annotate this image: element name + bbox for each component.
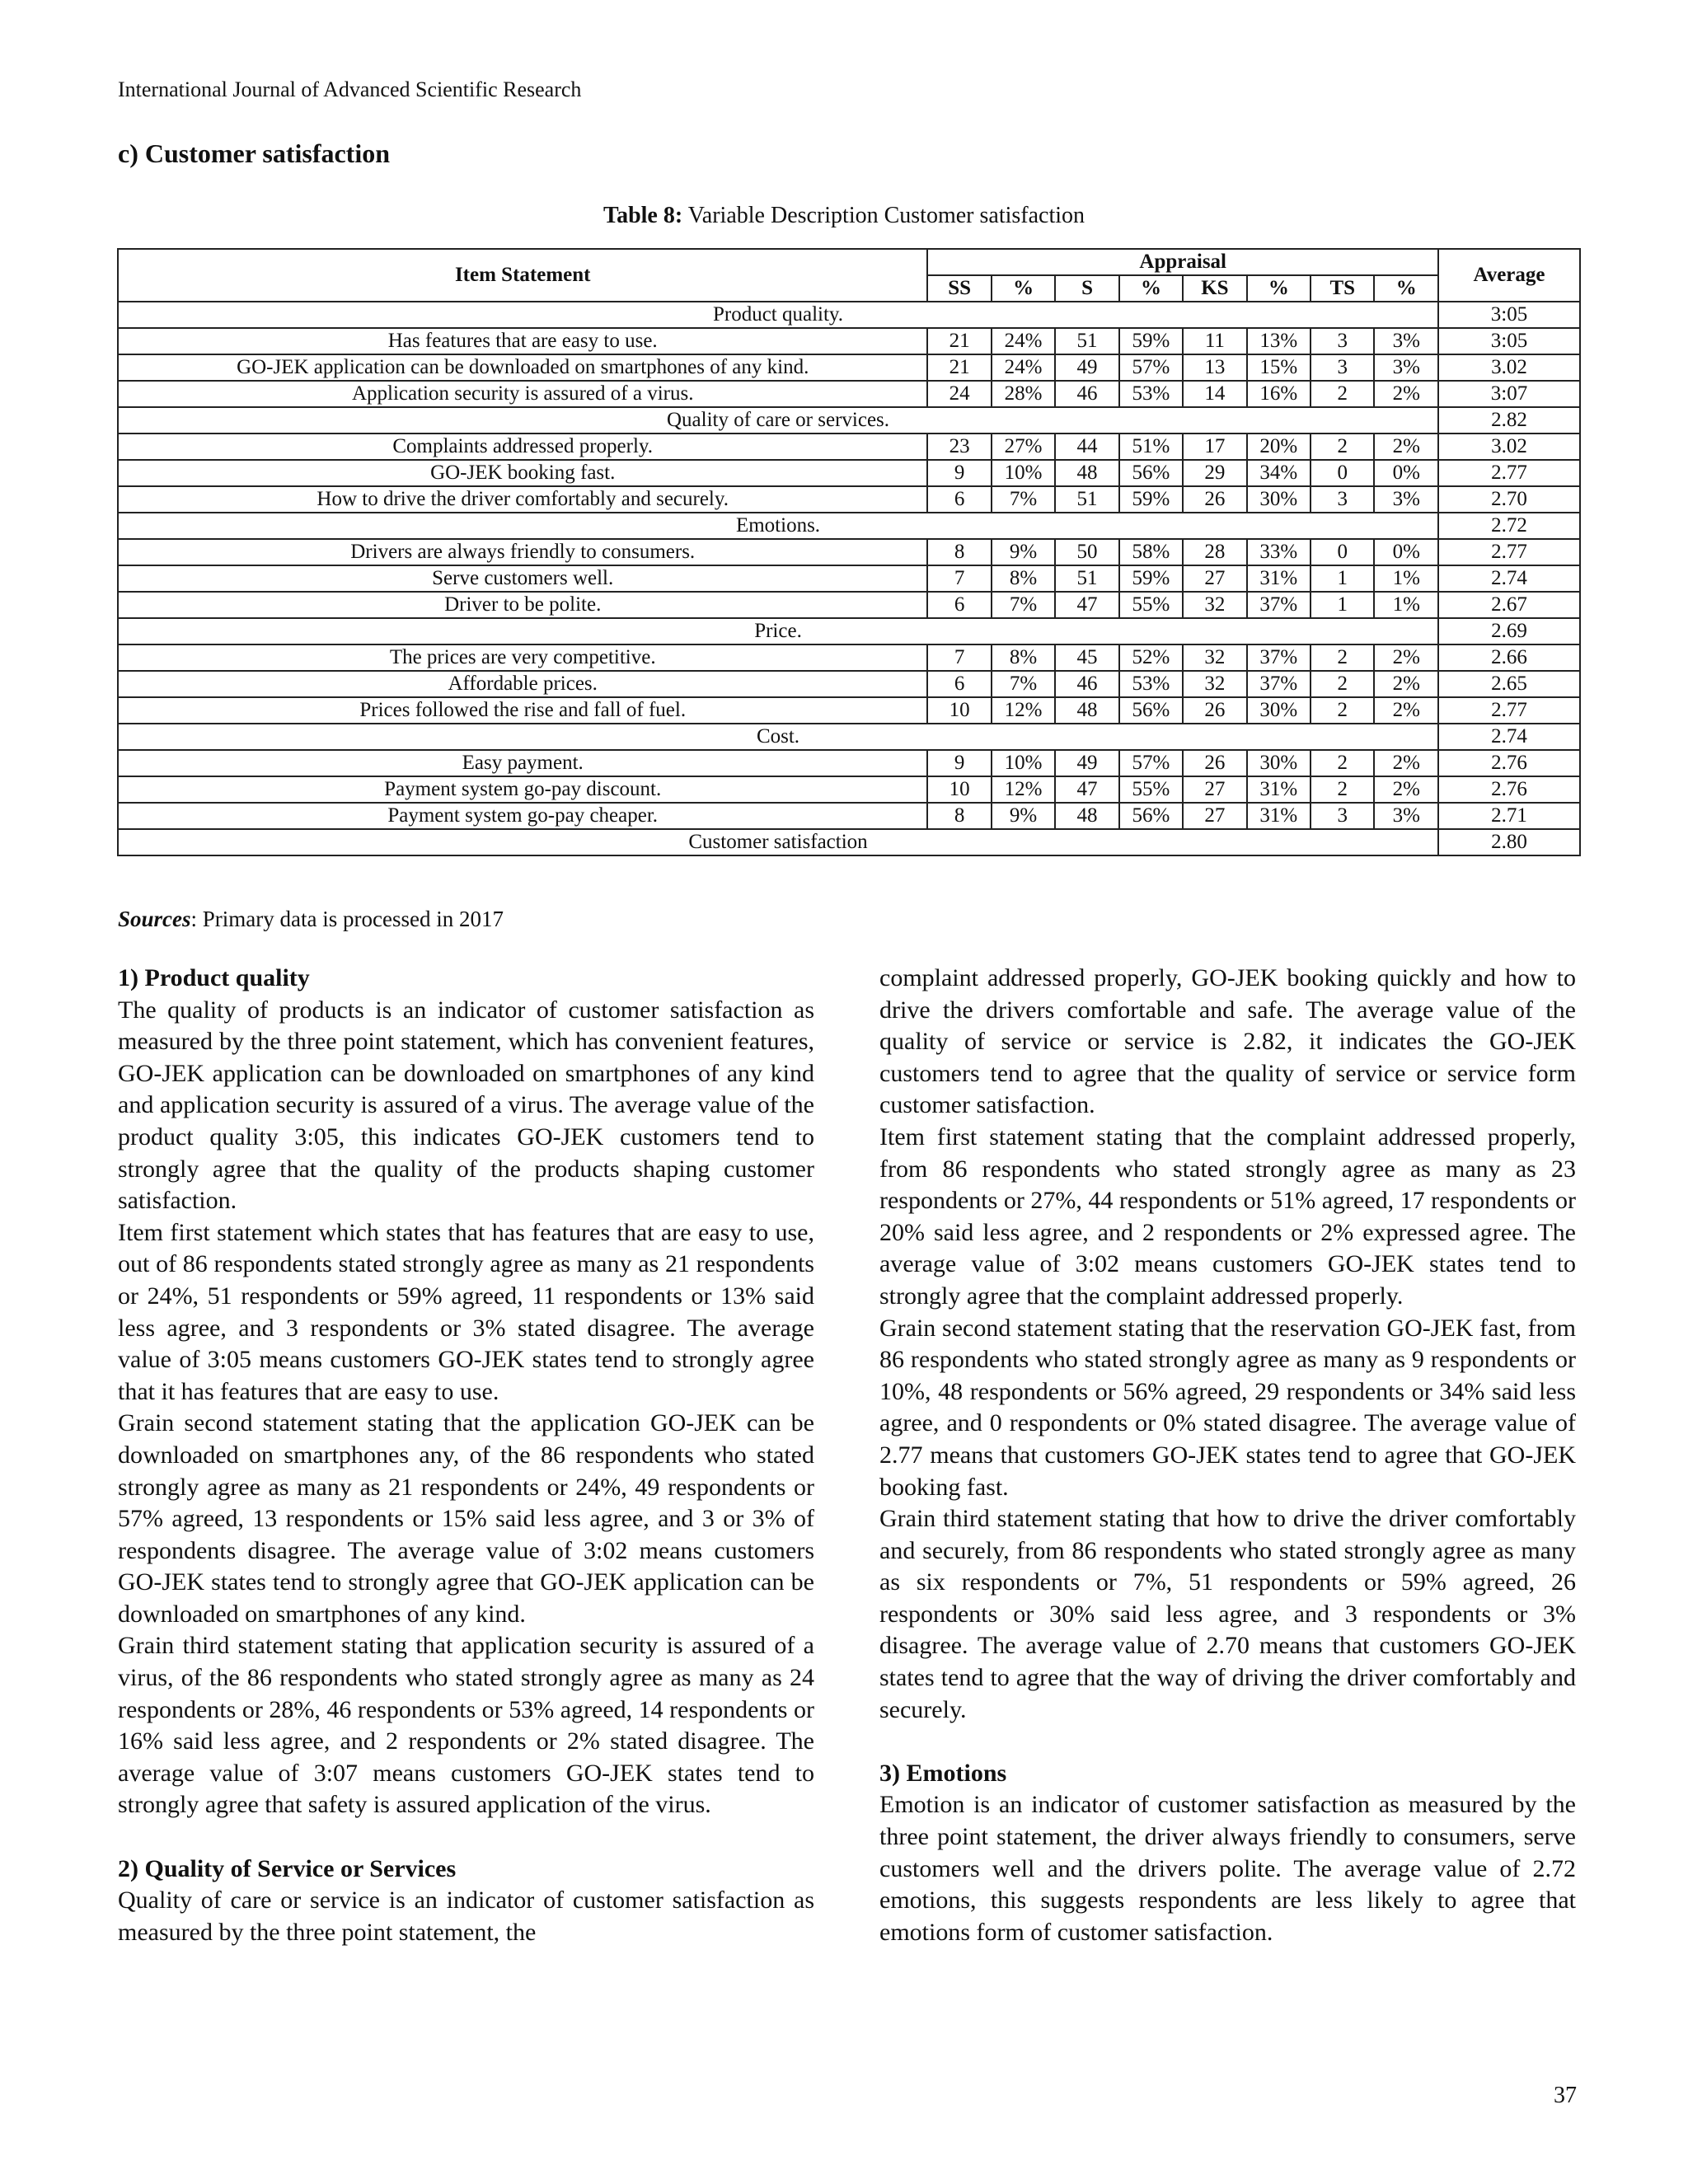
value-cell: 2 [1311, 381, 1374, 407]
value-cell: 2% [1374, 750, 1438, 776]
value-cell: 3% [1374, 328, 1438, 354]
value-cell: 28 [1183, 539, 1246, 565]
table-row [118, 697, 1580, 724]
value-cell: 49 [1055, 354, 1118, 381]
value-cell: 30% [1247, 750, 1311, 776]
value-cell: 31% [1247, 776, 1311, 803]
average-cell: 3.02 [1438, 434, 1580, 460]
table-row [118, 328, 1580, 354]
value-cell: 56% [1119, 460, 1183, 486]
header-col: % [1119, 275, 1183, 302]
value-cell: 48 [1055, 697, 1118, 724]
value-cell: 27 [1183, 803, 1246, 829]
value-cell: 0 [1311, 539, 1374, 565]
value-cell: 1% [1374, 592, 1438, 618]
satisfaction-table [117, 248, 1581, 856]
header-col: % [1247, 275, 1311, 302]
value-cell: 20% [1247, 434, 1311, 460]
value-cell: 48 [1055, 803, 1118, 829]
table-caption-text: Variable Description Customer satisfaction [687, 203, 1085, 228]
statement-cell: How to drive the driver comfortably and securely. [118, 486, 927, 513]
value-cell: 2 [1311, 644, 1374, 671]
group-average: 2.74 [1438, 724, 1580, 750]
value-cell: 51% [1119, 434, 1183, 460]
value-cell: 26 [1183, 697, 1246, 724]
paragraph: complaint addressed properly, GO-JEK booking quickly and how to drive the drivers comfortable and safe. The average value of the quality of service or service is 2.82, it indicates the GO-JEK customers tend to agree that the quality of service or service form customer satisfaction. [879, 964, 1576, 1119]
table-row [118, 565, 1580, 592]
value-cell: 10 [927, 776, 991, 803]
value-cell: 23 [927, 434, 991, 460]
value-cell: 31% [1247, 803, 1311, 829]
value-cell: 8% [992, 644, 1055, 671]
value-cell: 2% [1374, 381, 1438, 407]
paragraph: The quality of products is an indicator of customer satisfaction as measured by the three point statement, which has convenient features, GO-JEK application can be downloaded on smartphones of any kind and application security is assured of a virus. The average value of the product quality 3:05, this indicates GO-JEK customers tend to strongly agree that the quality of the products shaping customer satisfaction. [118, 996, 814, 1215]
value-cell: 7 [927, 644, 991, 671]
value-cell: 26 [1183, 486, 1246, 513]
value-cell: 28% [992, 381, 1055, 407]
value-cell: 10% [992, 460, 1055, 486]
value-cell: 2% [1374, 697, 1438, 724]
table-caption-label: Table 8: [603, 203, 683, 228]
average-cell: 2.74 [1438, 565, 1580, 592]
value-cell: 51 [1055, 565, 1118, 592]
table-row [118, 381, 1580, 407]
value-cell: 2 [1311, 750, 1374, 776]
value-cell: 3% [1374, 803, 1438, 829]
statement-cell: Payment system go-pay cheaper. [118, 803, 927, 829]
value-cell: 1% [1374, 565, 1438, 592]
table-group-row [118, 513, 1580, 539]
value-cell: 27 [1183, 565, 1246, 592]
table-group-row [118, 302, 1580, 328]
heading-quality-of-service: 2) Quality of Service or Services [118, 1854, 457, 1882]
header-average: Average [1438, 249, 1580, 302]
value-cell: 9 [927, 460, 991, 486]
paragraph: Emotion is an indicator of customer satisfaction as measured by the three point statement, the driver always friendly to consumers, serve customers well and the drivers polite. The average value of 2.72 emotions, this suggests respondents are less likely to agree that emotions form of customer satisfaction. [879, 1791, 1576, 1946]
value-cell: 30% [1247, 486, 1311, 513]
value-cell: 12% [992, 697, 1055, 724]
value-cell: 52% [1119, 644, 1183, 671]
value-cell: 9% [992, 539, 1055, 565]
value-cell: 48 [1055, 460, 1118, 486]
value-cell: 9% [992, 803, 1055, 829]
heading-product-quality: 1) Product quality [118, 964, 310, 991]
table-caption [0, 203, 1688, 229]
average-cell: 2.71 [1438, 803, 1580, 829]
group-average: 2.72 [1438, 513, 1580, 539]
value-cell: 0 [1311, 460, 1374, 486]
value-cell: 7% [992, 486, 1055, 513]
sources-text: : Primary data is processed in 2017 [190, 907, 504, 931]
value-cell: 27 [1183, 776, 1246, 803]
value-cell: 21 [927, 328, 991, 354]
value-cell: 56% [1119, 697, 1183, 724]
value-cell: 10% [992, 750, 1055, 776]
value-cell: 50 [1055, 539, 1118, 565]
value-cell: 44 [1055, 434, 1118, 460]
group-title: Quality of care or services. [118, 407, 1438, 434]
statement-cell: GO-JEK booking fast. [118, 460, 927, 486]
value-cell: 34% [1247, 460, 1311, 486]
value-cell: 8 [927, 803, 991, 829]
value-cell: 3 [1311, 328, 1374, 354]
statement-cell: GO-JEK application can be downloaded on smartphones of any kind. [118, 354, 927, 381]
page-number: 37 [1554, 2083, 1577, 2108]
paragraph: Item first statement stating that the complaint addressed properly, from 86 respondents who stated strongly agree as many as 23 respondents or 27%, 44 respondents or 51% agreed, 17 respondents or 20% said less agree, and 2 respondents or 2% expressed agree. The average value of 3:02 means customers GO-JEK states tend to strongly agree that the complaint addressed properly. [879, 1122, 1576, 1310]
value-cell: 57% [1119, 354, 1183, 381]
value-cell: 7% [992, 671, 1055, 697]
value-cell: 53% [1119, 671, 1183, 697]
table-body [118, 302, 1580, 855]
statement-cell: Drivers are always friendly to consumers. [118, 539, 927, 565]
statement-cell: Prices followed the rise and fall of fuel. [118, 697, 927, 724]
value-cell: 32 [1183, 592, 1246, 618]
value-cell: 13 [1183, 354, 1246, 381]
value-cell: 1 [1311, 565, 1374, 592]
table-group-row [118, 407, 1580, 434]
table-total-row [118, 829, 1580, 855]
average-cell: 2.76 [1438, 776, 1580, 803]
paragraph: Grain second statement stating that the reservation GO-JEK fast, from 86 respondents who stated strongly agree as many as 9 respondents or 10%, 48 respondents or 56% agreed, 29 respondents or 34% said less agree, and 0 respondents or 0% stated disagree. The average value of 2.77 means that customers GO-JEK states tend to agree that GO-JEK booking fast. [879, 1314, 1576, 1501]
total-title: Customer satisfaction [118, 829, 1438, 855]
value-cell: 7% [992, 592, 1055, 618]
table-row [118, 671, 1580, 697]
average-cell: 2.77 [1438, 460, 1580, 486]
group-average: 3:05 [1438, 302, 1580, 328]
average-cell: 2.70 [1438, 486, 1580, 513]
value-cell: 59% [1119, 565, 1183, 592]
right-column [879, 963, 1576, 1948]
value-cell: 45 [1055, 644, 1118, 671]
value-cell: 46 [1055, 381, 1118, 407]
value-cell: 59% [1119, 328, 1183, 354]
paragraph: Grain third statement stating that application security is assured of a virus, of the 86 respondents who stated strongly agree as many as 24 respondents or 28%, 46 respondents or 53% agreed, 14 respondents or 16% said less agree, and 2 respondents or 2% stated disagree. The average value of 3:07 means customers GO-JEK states tend to strongly agree that safety is assured application of the virus. [118, 1632, 814, 1819]
value-cell: 15% [1247, 354, 1311, 381]
paragraph: Grain second statement stating that the application GO-JEK can be downloaded on smartphones any, of the 86 respondents who stated strongly agree as many as 21 respondents or 24%, 49 respondents or 57% agreed, 13 respondents or 15% said less agree, and 3 or 3% of respondents disagree. The average value of 3:02 means customers GO-JEK states tend to strongly agree that GO-JEK application can be downloaded on smartphones of any kind. [118, 1409, 814, 1628]
value-cell: 46 [1055, 671, 1118, 697]
value-cell: 10 [927, 697, 991, 724]
average-cell: 2.66 [1438, 644, 1580, 671]
value-cell: 3% [1374, 486, 1438, 513]
table-group-row [118, 618, 1580, 644]
value-cell: 2 [1311, 434, 1374, 460]
value-cell: 16% [1247, 381, 1311, 407]
statement-cell: Driver to be polite. [118, 592, 927, 618]
value-cell: 26 [1183, 750, 1246, 776]
value-cell: 29 [1183, 460, 1246, 486]
value-cell: 3 [1311, 354, 1374, 381]
group-average: 2.82 [1438, 407, 1580, 434]
value-cell: 14 [1183, 381, 1246, 407]
table-group-row [118, 724, 1580, 750]
value-cell: 24% [992, 328, 1055, 354]
average-cell: 3:07 [1438, 381, 1580, 407]
heading-emotions: 3) Emotions [879, 1759, 1007, 1787]
value-cell: 6 [927, 671, 991, 697]
table-row [118, 750, 1580, 776]
value-cell: 3% [1374, 354, 1438, 381]
header-col: S [1055, 275, 1118, 302]
table-row [118, 644, 1580, 671]
value-cell: 24% [992, 354, 1055, 381]
table-row [118, 460, 1580, 486]
journal-title: International Journal of Advanced Scientific Research [118, 77, 582, 101]
average-cell: 3:05 [1438, 328, 1580, 354]
average-cell: 2.76 [1438, 750, 1580, 776]
header-col: % [992, 275, 1055, 302]
value-cell: 37% [1247, 644, 1311, 671]
value-cell: 58% [1119, 539, 1183, 565]
value-cell: 6 [927, 592, 991, 618]
table-row [118, 776, 1580, 803]
group-title: Cost. [118, 724, 1438, 750]
table-row [118, 486, 1580, 513]
average-cell: 3.02 [1438, 354, 1580, 381]
value-cell: 21 [927, 354, 991, 381]
group-title: Price. [118, 618, 1438, 644]
value-cell: 2 [1311, 697, 1374, 724]
sources-label: Sources [118, 907, 191, 931]
value-cell: 56% [1119, 803, 1183, 829]
value-cell: 13% [1247, 328, 1311, 354]
value-cell: 31% [1247, 565, 1311, 592]
value-cell: 59% [1119, 486, 1183, 513]
value-cell: 33% [1247, 539, 1311, 565]
value-cell: 37% [1247, 671, 1311, 697]
table-sources [118, 907, 504, 932]
paragraph: Quality of care or service is an indicator of customer satisfaction as measured by the three point statement, the [118, 1886, 814, 1946]
value-cell: 1 [1311, 592, 1374, 618]
average-cell: 2.77 [1438, 539, 1580, 565]
value-cell: 8 [927, 539, 991, 565]
table-row [118, 434, 1580, 460]
group-title: Product quality. [118, 302, 1438, 328]
header-col: KS [1183, 275, 1246, 302]
value-cell: 32 [1183, 644, 1246, 671]
value-cell: 27% [992, 434, 1055, 460]
header-col: % [1374, 275, 1438, 302]
value-cell: 2% [1374, 776, 1438, 803]
value-cell: 49 [1055, 750, 1118, 776]
value-cell: 24 [927, 381, 991, 407]
header-appraisal: Appraisal [927, 249, 1438, 275]
value-cell: 11 [1183, 328, 1246, 354]
statement-cell: Easy payment. [118, 750, 927, 776]
value-cell: 3 [1311, 803, 1374, 829]
value-cell: 6 [927, 486, 991, 513]
table-row [118, 803, 1580, 829]
value-cell: 2 [1311, 776, 1374, 803]
section-heading: c) Customer satisfaction [118, 138, 391, 168]
value-cell: 0% [1374, 460, 1438, 486]
statement-cell: Payment system go-pay discount. [118, 776, 927, 803]
group-average: 2.69 [1438, 618, 1580, 644]
value-cell: 7 [927, 565, 991, 592]
value-cell: 55% [1119, 776, 1183, 803]
value-cell: 32 [1183, 671, 1246, 697]
average-cell: 2.77 [1438, 697, 1580, 724]
value-cell: 8% [992, 565, 1055, 592]
value-cell: 2% [1374, 671, 1438, 697]
statement-cell: Has features that are easy to use. [118, 328, 927, 354]
table-row [118, 354, 1580, 381]
group-title: Emotions. [118, 513, 1438, 539]
value-cell: 3 [1311, 486, 1374, 513]
total-average: 2.80 [1438, 829, 1580, 855]
value-cell: 53% [1119, 381, 1183, 407]
average-cell: 2.67 [1438, 592, 1580, 618]
statement-cell: Complaints addressed properly. [118, 434, 927, 460]
value-cell: 47 [1055, 592, 1118, 618]
header-col: SS [927, 275, 991, 302]
statement-cell: Affordable prices. [118, 671, 927, 697]
table-row [118, 592, 1580, 618]
paragraph: Grain third statement stating that how to drive the driver comfortably and securely, from 86 respondents who stated strongly agree as many as six respondents or 7%, 51 respondents or 59% agreed, 26 respondents or 30% said less agree, and 3 respondents or 3% disagree. The average value of 2.70 means that customers GO-JEK states tend to agree that the way of driving the driver comfortably and securely. [879, 1505, 1576, 1723]
value-cell: 2% [1374, 644, 1438, 671]
header-item-statement: Item Statement [118, 249, 927, 302]
value-cell: 9 [927, 750, 991, 776]
statement-cell: Serve customers well. [118, 565, 927, 592]
value-cell: 37% [1247, 592, 1311, 618]
paragraph: Item first statement which states that has features that are easy to use, out of 86 respondents stated strongly agree as many as 21 respondents or 24%, 51 respondents or 59% agreed, 11 respondents or 13% said less agree, and 3 respondents or 3% stated disagree. The average value of 3:05 means customers GO-JEK states tend to strongly agree that it has features that are easy to use. [118, 1218, 814, 1405]
value-cell: 47 [1055, 776, 1118, 803]
value-cell: 57% [1119, 750, 1183, 776]
value-cell: 30% [1247, 697, 1311, 724]
average-cell: 2.65 [1438, 671, 1580, 697]
statement-cell: Application security is assured of a virus. [118, 381, 927, 407]
table-row [118, 539, 1580, 565]
value-cell: 2% [1374, 434, 1438, 460]
header-col: TS [1311, 275, 1374, 302]
left-column [118, 963, 814, 1948]
value-cell: 51 [1055, 486, 1118, 513]
value-cell: 0% [1374, 539, 1438, 565]
value-cell: 17 [1183, 434, 1246, 460]
value-cell: 12% [992, 776, 1055, 803]
statement-cell: The prices are very competitive. [118, 644, 927, 671]
value-cell: 2 [1311, 671, 1374, 697]
value-cell: 51 [1055, 328, 1118, 354]
value-cell: 55% [1119, 592, 1183, 618]
